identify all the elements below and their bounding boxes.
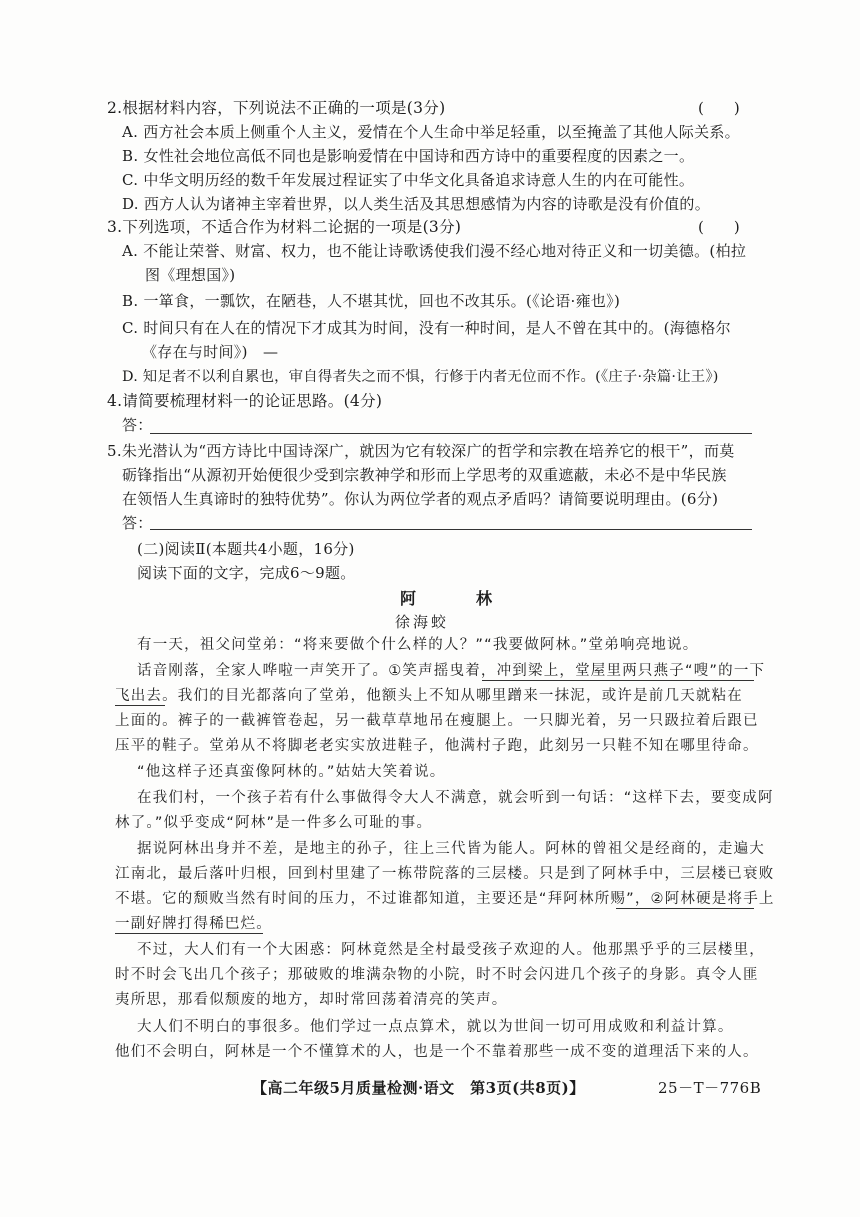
q3-option-c-line2: 《存在与时间》) — bbox=[142, 343, 279, 361]
article-title: 阿 林 bbox=[400, 589, 515, 608]
q2-option-b: B. 女性社会地位高低不同也是影响爱情在中国诗和西方诗中的重要程度的因素之一。 bbox=[122, 147, 695, 165]
article-para-4-line1: 在我们村，一个孩子若有什么事做得令大人不满意，就会听到一句话：“这样下去，要变成阿 bbox=[137, 790, 774, 806]
underline-sentence-2a bbox=[616, 908, 754, 909]
q3-option-d: D. 知足者不以利自累也，审自得者失之而不惧，行修于内者无位而不作。(《庄子·杂篇·让王》) bbox=[122, 369, 719, 385]
q3-option-c-line1: C. 时间只有在人在的情况下才成其为时间，没有一种时间，是人不曾在其中的。(海德格尔 bbox=[122, 319, 731, 337]
q3-answer-bracket: ( ) bbox=[698, 218, 740, 236]
q4-stem: 4.请简要梳理材料一的论证思路。(4分) bbox=[107, 392, 383, 410]
article-para-2-line4: 压平的鞋子。堂弟从不将脚老老实实放进鞋子，他满村子跑，此刻另一只鞋不知在哪里待命。 bbox=[115, 738, 759, 754]
article-para-1: 有一天，祖父问堂弟：“将来要做个什么样的人？”“我要做阿林。”堂弟响亮地说。 bbox=[137, 637, 699, 653]
q5-answer-label: 答： bbox=[122, 514, 153, 532]
q4-answer-label: 答： bbox=[122, 416, 153, 434]
article-para-3: “他这样子还真蛮像阿林的。”姑姑大笑着说。 bbox=[137, 764, 446, 780]
q2-option-d: D. 西方人认为诸神主宰着世界，以人类生活及其思想感情为内容的诗歌是没有价值的。 bbox=[122, 195, 711, 213]
q3-option-a-line1: A. 不能让荣誉、财富、权力，也不能让诗歌诱使我们漫不经心地对待正义和一切美德。(柏拉 bbox=[122, 242, 747, 260]
q4-answer-line[interactable] bbox=[150, 433, 752, 434]
article-para-2-line3: 上面的。裤子的一截裤管卷起，另一截草草地吊在瘦腿上。一只脚光着，另一只趿拉着后跟已 bbox=[115, 713, 759, 729]
q2-answer-bracket: ( ) bbox=[698, 99, 740, 117]
q5-line3: 在领悟人生真谛时的独特优势”。你认为两位学者的观点矛盾吗？请简要说明理由。(6分) bbox=[122, 490, 719, 508]
q3-option-b: B. 一箪食，一瓢饮，在陋巷，人不堪其忧，回也不改其乐。(《论语·雍也》) bbox=[122, 292, 621, 310]
q3-option-a-line2: 图《理想国》) bbox=[145, 266, 236, 284]
article-para-5-line1: 据说阿林出身并不差，是地主的孙子，往上三代皆为能人。阿林的曾祖父是经商的，走遍大 bbox=[137, 841, 765, 857]
q5-answer-line[interactable] bbox=[150, 529, 752, 530]
article-para-4-line2: 林了。”似乎变成“阿林”是一件多么可耻的事。 bbox=[115, 815, 433, 831]
section2-instruction: 阅读下面的文字，完成6～9题。 bbox=[137, 564, 356, 582]
article-para-5-line4: 一副好牌打得稀巴烂。 bbox=[115, 916, 272, 932]
article-para-6-line3: 夷所思，那看似颓废的地方，却时常回荡着清亮的笑声。 bbox=[115, 992, 508, 1008]
footer-code: 25－T－776B bbox=[658, 1079, 762, 1097]
q2-option-c: C. 中华文明历经的数千年发展过程证实了中华文化具备追求诗意人生的内在可能性。 bbox=[122, 171, 695, 189]
article-para-6-line1: 不过，大人们有一个大困惑：阿林竟然是全村最受孩子欢迎的人。他那黑乎乎的三层楼里， bbox=[137, 942, 765, 958]
q3-stem: 3.下列选项，不适合作为材料二论据的一项是(3分) bbox=[107, 218, 462, 236]
article-para-6-line2: 时不时会飞出几个孩子；那破败的堆满杂物的小院，时不时会闪进几个孩子的身影。真令人匪 bbox=[115, 967, 759, 983]
article-para-2-line1: 话音刚落，全家人哗啦一声笑开了。①笑声摇曳着，冲到梁上，堂屋里两只燕子“嗖”的一下 bbox=[137, 663, 766, 679]
underline-sentence-1b bbox=[115, 705, 165, 706]
article-author: 徐海蛟 bbox=[395, 613, 450, 631]
article-para-2-line2: 飞出去。我们的目光都落向了堂弟，他额头上不知从哪里蹭来一抹泥，或许是前几天就粘在 bbox=[115, 688, 743, 704]
q2-stem: 2.根据材料内容，下列说法不正确的一项是(3分) bbox=[107, 99, 446, 117]
article-para-7-line1: 大人们不明白的事很多。他们学过一点点算术，就以为世间一切可用成败和利益计算。 bbox=[137, 1019, 734, 1035]
article-para-5-line2: 江南北，最后落叶归根，回到村里建了一栋带院落的三层楼。只是到了阿林手中，三层楼已衰败 bbox=[115, 866, 775, 882]
q5-line2: 砺锋指出“从源初开始便很少受到宗教神学和形而上学思考的双重遮蔽，未必不是中华民族 bbox=[122, 466, 727, 484]
article-para-7-line2: 他们不会明白，阿林是一个不懂算术的人，也是一个不靠着那些一成不变的道理活下来的人。 bbox=[115, 1044, 759, 1060]
article-para-5-line3: 不堪。它的颓败当然有时间的压力，不过谁都知道，主要还是“拜阿林所赐”，②阿林硬是将手上 bbox=[115, 891, 775, 907]
q2-option-a: A. 西方社会本质上侧重个人主义，爱情在个人生命中举足轻重，以至掩盖了其他人际关系。 bbox=[122, 123, 740, 141]
underline-sentence-1a bbox=[482, 680, 754, 681]
q5-line1: 5.朱光潜认为“西方诗比中国诗深广，就因为它有较深广的哲学和宗教在培养它的根干”，而莫 bbox=[107, 442, 735, 460]
footer-label: 【高二年级5月质量检测·语文 第3页(共8页)】 bbox=[252, 1079, 585, 1097]
underline-sentence-2b bbox=[115, 933, 263, 934]
section2-heading: (二)阅读Ⅱ(本题共4小题，16分) bbox=[137, 540, 355, 558]
